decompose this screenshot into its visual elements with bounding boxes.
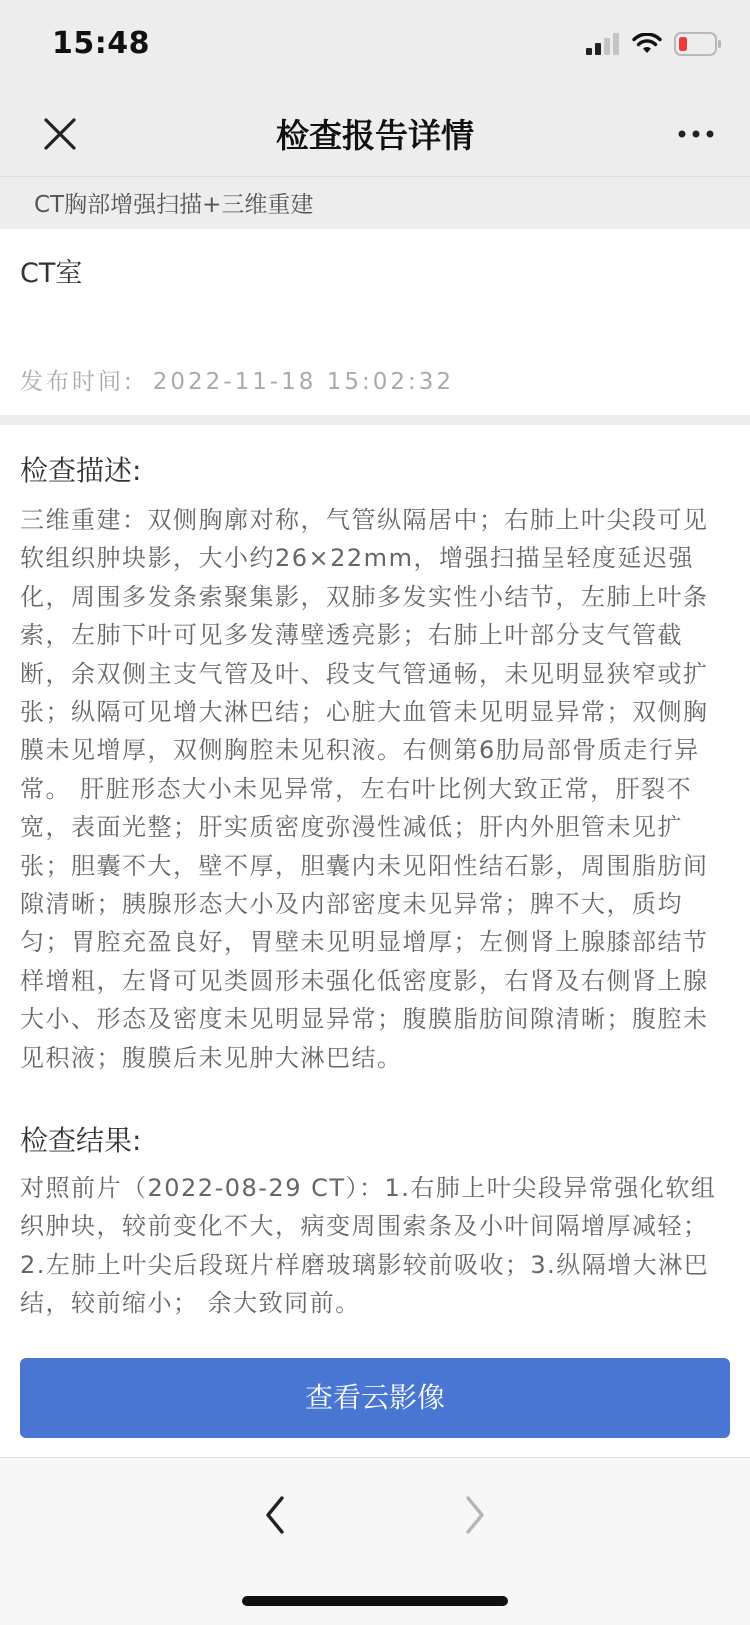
publish-time-row <box>20 363 454 396</box>
info-card <box>0 229 750 415</box>
description-text: 三维重建：双侧胸廓对称，气管纵隔居中；右肺上叶尖段可见软组织肿块影，大小约26×22mm，增强扫描呈轻度延迟强化，周围多发条索聚集影，双肺多发实性小结节，左肺上叶条索，左肺下叶可见多发薄壁透亮影；右肺上叶部分支气管截断，余双侧主支气管及叶、段支气管通畅，未见明显狭窄或扩张；纵隔可见增大淋巴结；心脏大血管未见明显异常；双侧胸膜未见增厚，双侧胸腔未见积液。右侧第6肋局部骨质走行异常。 肝脏形态大小未见异常，左右叶比例大致正常，肝裂不宽，表面光整；肝实质密度弥漫性减低；肝内外胆管未见扩张；胆囊不大，壁不厚，胆囊内未见阳性结石影，周围脂肪间隙清晰；胰腺形态大小及内部密度未见异常；脾不大，质均匀；胃腔充盈良好，胃壁未见明显增厚；左侧肾上腺膝部结节样增粗，左肾可见类圆形未强化低密度影，右肾及右侧肾上腺大小、形态及密度未见明显异常；腹膜脂肪间隙清晰；腹腔未见积液；腹膜后未见肿大淋巴结。 <box>20 506 709 1072</box>
chevron-right-icon[interactable] <box>462 1494 488 1536</box>
nav-bar <box>0 92 750 176</box>
description-title: 检查描述: <box>20 454 142 487</box>
exam-name: CT胸部增强扫描+三维重建 <box>34 192 314 218</box>
status-icons <box>586 32 722 60</box>
publish-time-label: 发布时间: <box>20 369 135 395</box>
home-indicator <box>242 1596 508 1606</box>
department: CT室 <box>20 258 83 289</box>
report-card <box>0 425 750 1457</box>
view-cloud-image-button[interactable]: 查看云影像 <box>20 1358 730 1438</box>
status-bar <box>0 0 750 92</box>
bottom-nav-bar <box>0 1457 750 1625</box>
status-time: 15:48 <box>52 26 150 61</box>
exam-name-bar <box>0 176 750 229</box>
more-icon[interactable] <box>672 114 720 154</box>
page-title: 检查报告详情 <box>276 116 474 155</box>
battery-low-icon <box>674 32 722 60</box>
result-text: 对照前片（2022-08-29 CT）：1.右肺上叶尖段异常强化软组织肿块，较前变化不大，病变周围索条及小叶间隔增厚减轻；2.左肺上叶尖后段斑片样磨玻璃影较前吸收；3.纵隔增大淋巴结，较前缩小； 余大致同前。 <box>20 1174 717 1318</box>
chevron-left-icon[interactable] <box>262 1494 288 1536</box>
publish-time-value: 2022-11-18 15:02:32 <box>152 369 455 395</box>
wifi-icon <box>632 33 662 59</box>
result-title: 检查结果: <box>20 1124 142 1157</box>
signal-icon <box>586 33 620 59</box>
